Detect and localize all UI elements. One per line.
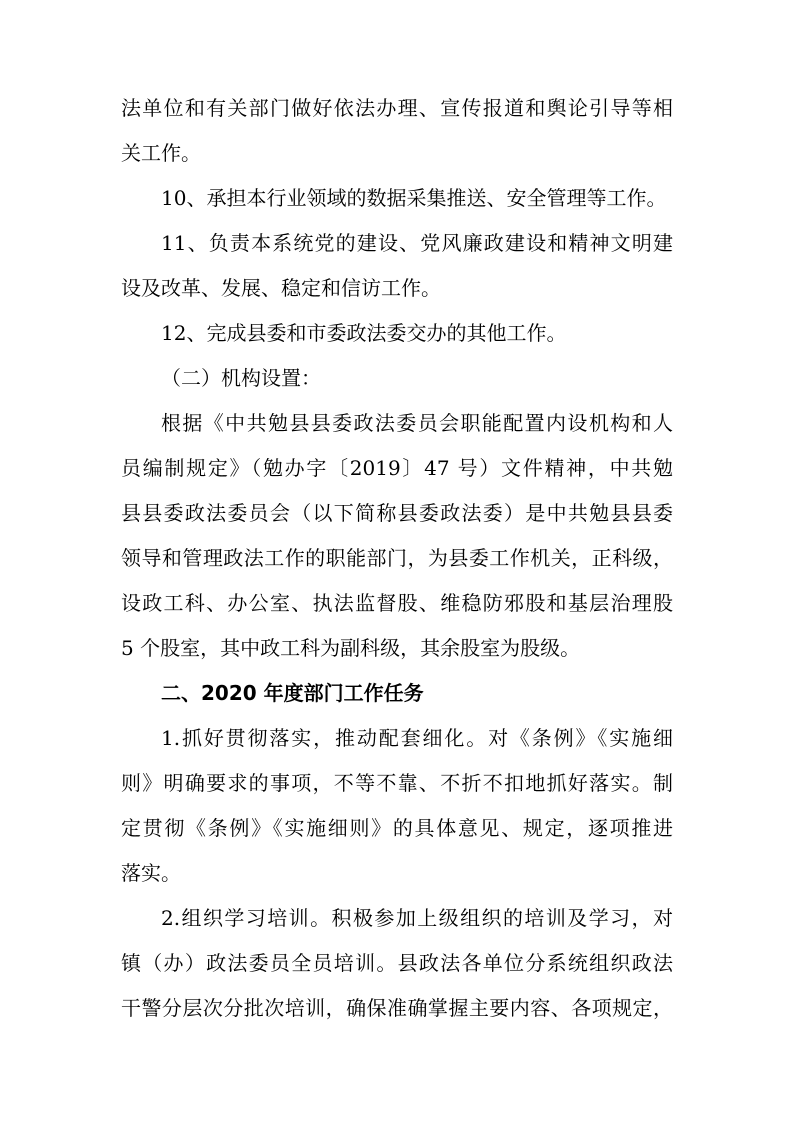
text-line: 定贯彻《条例》《实施细则》的具体意见、规定，逐项推进 <box>121 816 673 840</box>
paragraph <box>121 680 673 725</box>
text-line: 员编制规定》（勉办字〔2019〕47 号）文件精神，中共勉 <box>121 456 673 480</box>
paragraph <box>121 725 673 905</box>
text-line: 5 个股室，其中政工科为副科级，其余股室为股级。 <box>121 636 581 660</box>
paragraph <box>121 410 673 680</box>
text-line: （二）机构设置： <box>161 366 321 390</box>
paragraph <box>121 230 673 320</box>
text-line: 领导和管理政法工作的职能部门，为县委工作机关，正科级， <box>121 546 673 570</box>
text-line: 设及改革、发展、稳定和信访工作。 <box>121 276 441 300</box>
text-line: 11、负责本系统党的建设、党风廉政建设和精神文明建 <box>161 231 673 255</box>
text-line: 干警分层次分批次培训，确保准确掌握主要内容、各项规定， <box>121 996 673 1020</box>
text-line: 关工作。 <box>121 141 201 165</box>
text-line: 则》明确要求的事项，不等不靠、不折不扣地抓好落实。制 <box>121 771 673 795</box>
text-line: 2.组织学习培训。积极参加上级组织的培训及学习，对 <box>161 906 673 930</box>
text-line: 1.抓好贯彻落实，推动配套细化。对《条例》《实施细 <box>161 726 673 750</box>
paragraph <box>121 320 673 365</box>
paragraph <box>121 365 673 410</box>
text-line: 落实。 <box>121 861 181 885</box>
text-line: 根据《中共勉县县委政法委员会职能配置内设机构和人 <box>161 411 673 435</box>
text-line: 10、承担本行业领域的数据采集推送、安全管理等工作。 <box>161 186 667 210</box>
paragraph <box>121 95 673 185</box>
paragraph <box>121 905 673 1040</box>
document-body <box>121 95 673 1040</box>
text-line: 法单位和有关部门做好依法办理、宣传报道和舆论引导等相 <box>121 96 673 120</box>
text-line: 12、完成县委和市委政法委交办的其他工作。 <box>161 321 567 345</box>
text-line: 设政工科、办公室、执法监督股、维稳防邪股和基层治理股 <box>121 591 673 615</box>
text-line: 县县委政法委员会（以下简称县委政法委）是中共勉县县委 <box>121 501 673 525</box>
paragraph <box>121 185 673 230</box>
text-line: 镇（办）政法委员全员培训。县政法各单位分系统组织政法 <box>121 951 673 975</box>
text-line: 二、2020 年度部门工作任务 <box>161 681 424 705</box>
